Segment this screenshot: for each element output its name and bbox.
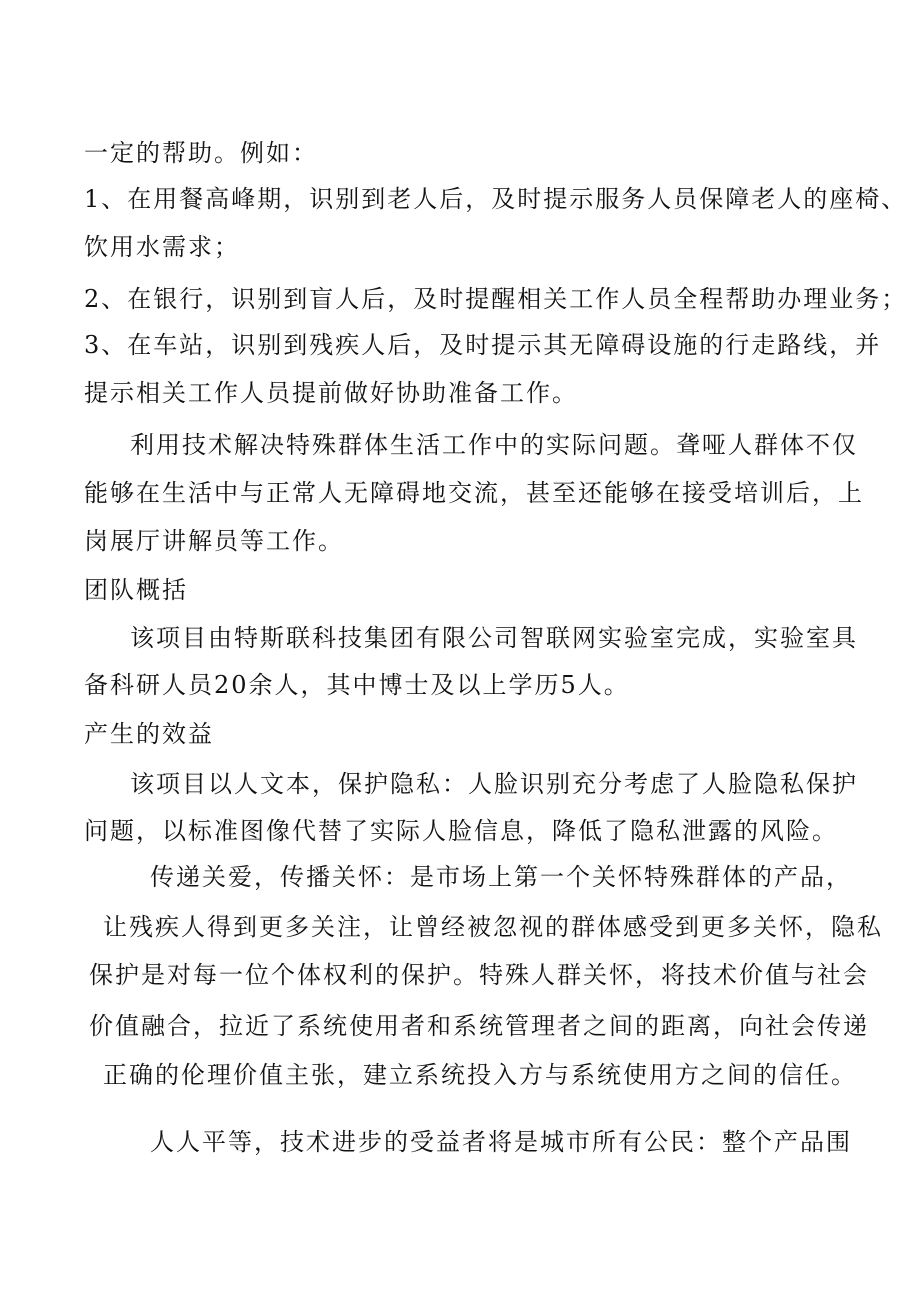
list-item-1-line-2: 饮用水需求； bbox=[84, 233, 240, 261]
section-heading-team: 团队概括 bbox=[84, 576, 188, 604]
paragraph-line: 该项目以人文本，保护隐私：人脸识别充分考虑了人脸隐私保护 bbox=[130, 770, 858, 798]
list-item-2-line-1: 2、在银行，识别到盲人后，及时提醒相关工作人员全程帮助办理业务； bbox=[84, 285, 908, 313]
list-item-1-line-1: 1、在用餐高峰期，识别到老人后，及时提示服务人员保障老人的座椅、 bbox=[84, 185, 908, 213]
list-item-3-line-1: 3、在车站，识别到残疾人后，及时提示其无障碍设施的行走路线，并 bbox=[84, 331, 882, 359]
paragraph-line: 一定的帮助。例如： bbox=[84, 139, 318, 167]
list-item-3-line-2: 提示相关工作人员提前做好协助准备工作。 bbox=[84, 379, 578, 407]
paragraph-line: 传递关爱，传播关怀：是市场上第一个关怀特殊群体的产品， bbox=[150, 863, 852, 891]
paragraph-line: 备科研人员20余人，其中博士及以上学历5人。 bbox=[84, 671, 630, 699]
paragraph-line: 让残疾人得到更多关注，让曾经被忽视的群体感受到更多关怀，隐私 bbox=[103, 913, 883, 941]
paragraph-line: 能够在生活中与正常人无障碍地交流，甚至还能够在接受培训后，上 bbox=[84, 479, 864, 507]
paragraph-line: 该项目由特斯联科技集团有限公司智联网实验室完成，实验室具 bbox=[130, 624, 858, 652]
paragraph-line: 保护是对每一位个体权利的保护。特殊人群关怀，将技术价值与社会 bbox=[89, 961, 869, 989]
paragraph-line: 价值融合，拉近了系统使用者和系统管理者之间的距离，向社会传递 bbox=[89, 1012, 869, 1040]
paragraph-line: 问题，以标准图像代替了实际人脸信息，降低了隐私泄露的风险。 bbox=[84, 817, 838, 845]
paragraph-line: 正确的伦理价值主张，建立系统投入方与系统使用方之间的信任。 bbox=[103, 1061, 857, 1089]
section-heading-benefits: 产生的效益 bbox=[84, 720, 214, 748]
paragraph-line: 利用技术解决特殊群体生活工作中的实际问题。聋哑人群体不仅 bbox=[130, 431, 858, 459]
paragraph-line: 人人平等，技术进步的受益者将是城市所有公民：整个产品围 bbox=[150, 1128, 852, 1156]
paragraph-line: 岗展厅讲解员等工作。 bbox=[84, 527, 344, 555]
